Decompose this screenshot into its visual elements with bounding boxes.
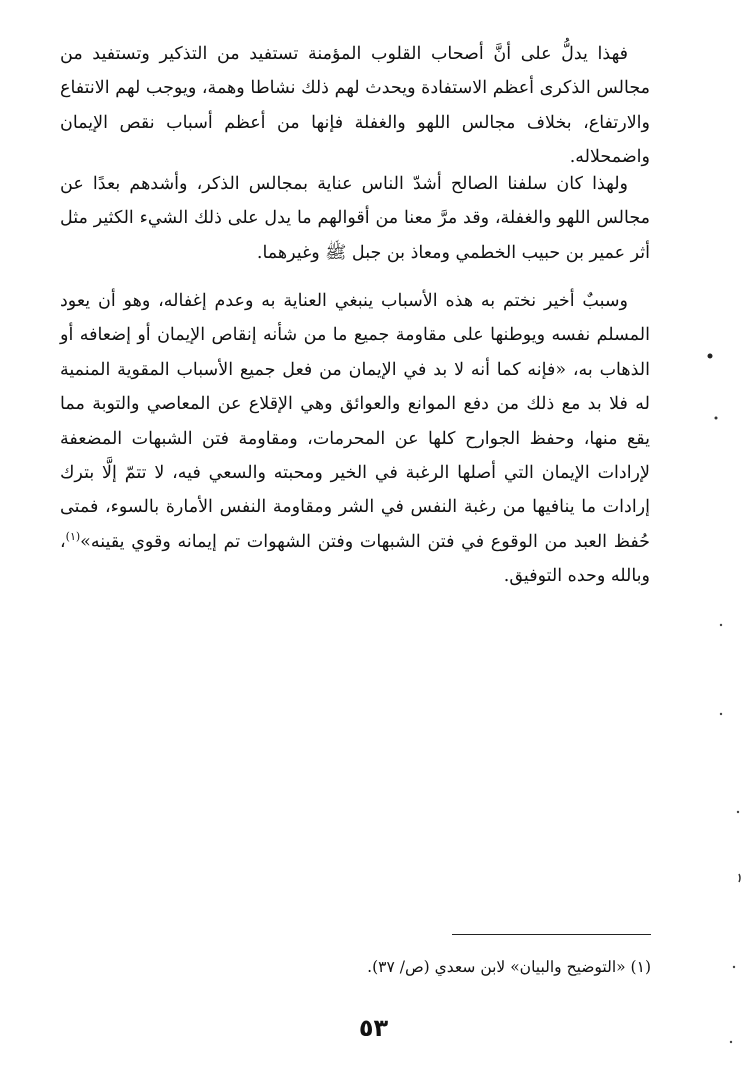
paragraph-2-text: ولهذا كان سلفنا الصالح أشدّ الناس عناية بمجالس الذكر، وأشدهم بعدًا عن مجالس اللهو والغفلة، وقد مرَّ معنا من أقوالهم ما يدل على ذلك الشيء الكثير مثل أثر عمير بن حبيب الخطمي ومعاذ بن جبل ﷺ وغيرهما. (60, 174, 650, 263)
footnote-text: (١) «التوضيح والبيان» لابن سعدي (ص/ ٣٧). (367, 958, 651, 976)
paragraph-1-text: فهذا يدلُّ على أنَّ أصحاب القلوب المؤمنة تستفيد من التذكير وتستفيد من مجالس الذكرى أعظم الاستفادة ويحدث لهم ذلك نشاطا وهمة، ويوجب لهم الانتفاع والارتفاع، بخلاف مجالس اللهو والغفلة فإنها من أعظم أسباب نقص الإيمان واضمحلاله. (60, 44, 650, 168)
paragraph-3 (60, 284, 650, 594)
footnote-reference: (١) (65, 530, 81, 544)
paragraph-3-text: وسببٌ أخير نختم به هذه الأسباب ينبغي العناية به وعدم إغفاله، وهو أن يعود المسلم نفسه ويوطنها على مقاومة جميع ما من شأنه إنقاص الإيمان أو إضعافه أو الذهاب به، «فإنه كما أنه لا بد في الإيمان من فعل جميع الأسباب المقوية المنمية له فلا بد مع ذلك من دفع الموانع والعوائق وهي الإقلاع عن المعاصي والتوبة مما يقع منها، وحفظ الجوارح كلها عن المحرمات، ومقاومة فتن الشبهات المضعفة لإرادات الإيمان التي أصلها الرغبة في الخير ومحبته والسعي فيه، لا تتمّ إلَّا بترك إرادات ما ينافيها من رغبة النفس في الشر ومقاومة النفس الأمارة بالسوء، فمتى حُفظ العبد من الوقوع في فتن الشبهات وفتن الشهوات تم إيمانه وقوي يقينه» (60, 291, 650, 552)
footnote-separator (452, 934, 651, 935)
paragraph-2 (60, 167, 650, 270)
page-number: ٥٣ (358, 1014, 389, 1042)
closing-text: ، وبالله وحده التوفيق. (60, 531, 650, 587)
footnote (300, 955, 651, 979)
paragraph-1 (60, 37, 650, 175)
